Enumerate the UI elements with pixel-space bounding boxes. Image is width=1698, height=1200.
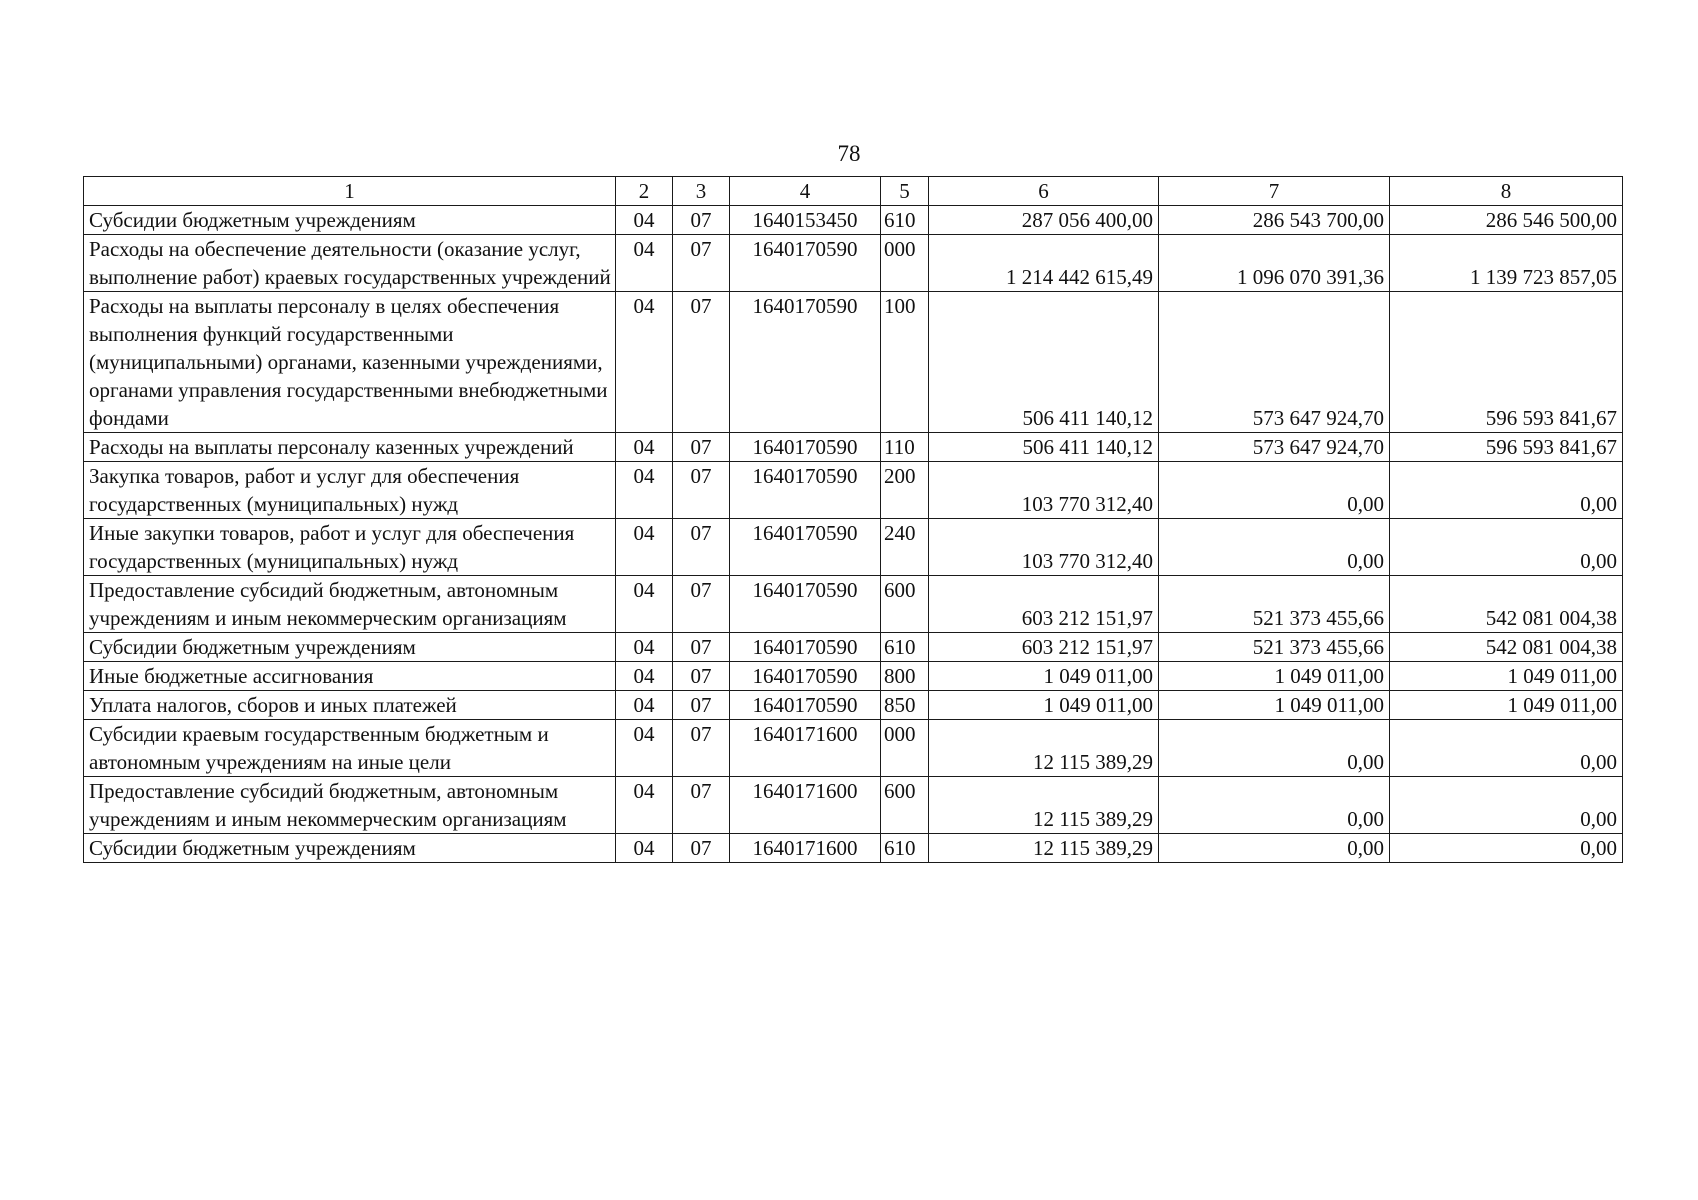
section-code: 04 bbox=[616, 576, 673, 633]
amount-col-8: 1 049 011,00 bbox=[1390, 662, 1623, 691]
target-article-code: 1640170590 bbox=[730, 292, 881, 433]
amount-col-8: 542 081 004,38 bbox=[1390, 576, 1623, 633]
amount-col-7: 286 543 700,00 bbox=[1159, 206, 1390, 235]
amount-col-6: 506 411 140,12 bbox=[929, 292, 1159, 433]
subsection-code: 07 bbox=[673, 433, 730, 462]
amount-col-8: 0,00 bbox=[1390, 519, 1623, 576]
subsection-code: 07 bbox=[673, 235, 730, 292]
table-row bbox=[84, 633, 1623, 662]
expense-type-code: 200 bbox=[881, 462, 929, 519]
expense-type-code: 850 bbox=[881, 691, 929, 720]
amount-col-6: 1 214 442 615,49 bbox=[929, 235, 1159, 292]
budget-table bbox=[83, 176, 1623, 863]
expense-type-code: 000 bbox=[881, 720, 929, 777]
table-row bbox=[84, 206, 1623, 235]
section-code: 04 bbox=[616, 834, 673, 863]
section-code: 04 bbox=[616, 235, 673, 292]
section-code: 04 bbox=[616, 691, 673, 720]
column-header: 1 bbox=[84, 177, 616, 206]
target-article-code: 1640170590 bbox=[730, 691, 881, 720]
amount-col-7: 0,00 bbox=[1159, 720, 1390, 777]
amount-col-8: 596 593 841,67 bbox=[1390, 433, 1623, 462]
table-row bbox=[84, 662, 1623, 691]
column-header: 2 bbox=[616, 177, 673, 206]
amount-col-7: 1 049 011,00 bbox=[1159, 662, 1390, 691]
row-name: Иные закупки товаров, работ и услуг для обеспечения государственных (муниципальных) нужд bbox=[84, 519, 616, 576]
target-article-code: 1640170590 bbox=[730, 462, 881, 519]
target-article-code: 1640170590 bbox=[730, 576, 881, 633]
target-article-code: 1640171600 bbox=[730, 777, 881, 834]
amount-col-7: 521 373 455,66 bbox=[1159, 576, 1390, 633]
amount-col-6: 12 115 389,29 bbox=[929, 834, 1159, 863]
column-header: 7 bbox=[1159, 177, 1390, 206]
section-code: 04 bbox=[616, 633, 673, 662]
target-article-code: 1640170590 bbox=[730, 519, 881, 576]
subsection-code: 07 bbox=[673, 691, 730, 720]
amount-col-7: 0,00 bbox=[1159, 519, 1390, 576]
target-article-code: 1640171600 bbox=[730, 720, 881, 777]
row-name: Предоставление субсидий бюджетным, автономным учреждениям и иным некоммерческим организациям bbox=[84, 777, 616, 834]
expense-type-code: 610 bbox=[881, 834, 929, 863]
amount-col-6: 287 056 400,00 bbox=[929, 206, 1159, 235]
table-row bbox=[84, 834, 1623, 863]
expense-type-code: 610 bbox=[881, 633, 929, 662]
amount-col-6: 103 770 312,40 bbox=[929, 519, 1159, 576]
expense-type-code: 610 bbox=[881, 206, 929, 235]
table-row bbox=[84, 433, 1623, 462]
subsection-code: 07 bbox=[673, 292, 730, 433]
section-code: 04 bbox=[616, 206, 673, 235]
subsection-code: 07 bbox=[673, 633, 730, 662]
table-body bbox=[84, 206, 1623, 863]
table-row bbox=[84, 235, 1623, 292]
table-row bbox=[84, 576, 1623, 633]
row-name: Субсидии бюджетным учреждениям bbox=[84, 206, 616, 235]
amount-col-6: 1 049 011,00 bbox=[929, 662, 1159, 691]
row-name: Закупка товаров, работ и услуг для обеспечения государственных (муниципальных) нужд bbox=[84, 462, 616, 519]
expense-type-code: 000 bbox=[881, 235, 929, 292]
target-article-code: 1640153450 bbox=[730, 206, 881, 235]
amount-col-7: 0,00 bbox=[1159, 462, 1390, 519]
subsection-code: 07 bbox=[673, 777, 730, 834]
column-number-row bbox=[84, 177, 1623, 206]
amount-col-8: 0,00 bbox=[1390, 777, 1623, 834]
amount-col-8: 1 139 723 857,05 bbox=[1390, 235, 1623, 292]
target-article-code: 1640170590 bbox=[730, 633, 881, 662]
amount-col-8: 596 593 841,67 bbox=[1390, 292, 1623, 433]
amount-col-8: 286 546 500,00 bbox=[1390, 206, 1623, 235]
table-row bbox=[84, 777, 1623, 834]
table-row bbox=[84, 720, 1623, 777]
amount-col-6: 12 115 389,29 bbox=[929, 720, 1159, 777]
section-code: 04 bbox=[616, 433, 673, 462]
target-article-code: 1640170590 bbox=[730, 662, 881, 691]
amount-col-7: 0,00 bbox=[1159, 777, 1390, 834]
expense-type-code: 240 bbox=[881, 519, 929, 576]
expense-type-code: 800 bbox=[881, 662, 929, 691]
row-name: Расходы на выплаты персоналу в целях обеспечения выполнения функций государственными (муниципальными) органами, казенными учреждениями, органами управления государственными внебюджетными фондами bbox=[84, 292, 616, 433]
amount-col-6: 506 411 140,12 bbox=[929, 433, 1159, 462]
row-name: Субсидии бюджетным учреждениям bbox=[84, 834, 616, 863]
subsection-code: 07 bbox=[673, 519, 730, 576]
amount-col-7: 0,00 bbox=[1159, 834, 1390, 863]
row-name: Уплата налогов, сборов и иных платежей bbox=[84, 691, 616, 720]
table-row bbox=[84, 292, 1623, 433]
subsection-code: 07 bbox=[673, 662, 730, 691]
subsection-code: 07 bbox=[673, 834, 730, 863]
subsection-code: 07 bbox=[673, 576, 730, 633]
row-name: Расходы на выплаты персоналу казенных учреждений bbox=[84, 433, 616, 462]
column-header: 8 bbox=[1390, 177, 1623, 206]
subsection-code: 07 bbox=[673, 462, 730, 519]
page-number: 78 bbox=[837, 141, 861, 166]
subsection-code: 07 bbox=[673, 206, 730, 235]
column-header: 4 bbox=[730, 177, 881, 206]
amount-col-8: 0,00 bbox=[1390, 462, 1623, 519]
amount-col-6: 12 115 389,29 bbox=[929, 777, 1159, 834]
target-article-code: 1640170590 bbox=[730, 433, 881, 462]
row-name: Предоставление субсидий бюджетным, автономным учреждениям и иным некоммерческим организациям bbox=[84, 576, 616, 633]
row-name: Субсидии бюджетным учреждениям bbox=[84, 633, 616, 662]
amount-col-7: 1 096 070 391,36 bbox=[1159, 235, 1390, 292]
table-row bbox=[84, 691, 1623, 720]
column-header: 6 bbox=[929, 177, 1159, 206]
target-article-code: 1640171600 bbox=[730, 834, 881, 863]
amount-col-7: 573 647 924,70 bbox=[1159, 433, 1390, 462]
amount-col-8: 0,00 bbox=[1390, 720, 1623, 777]
expense-type-code: 100 bbox=[881, 292, 929, 433]
amount-col-7: 521 373 455,66 bbox=[1159, 633, 1390, 662]
expense-type-code: 600 bbox=[881, 777, 929, 834]
row-name: Субсидии краевым государственным бюджетным и автономным учреждениям на иные цели bbox=[84, 720, 616, 777]
column-header: 3 bbox=[673, 177, 730, 206]
table-row bbox=[84, 519, 1623, 576]
table-row bbox=[84, 462, 1623, 519]
amount-col-8: 1 049 011,00 bbox=[1390, 691, 1623, 720]
amount-col-6: 603 212 151,97 bbox=[929, 576, 1159, 633]
amount-col-6: 103 770 312,40 bbox=[929, 462, 1159, 519]
row-name: Расходы на обеспечение деятельности (оказание услуг, выполнение работ) краевых государственных учреждений bbox=[84, 235, 616, 292]
amount-col-7: 573 647 924,70 bbox=[1159, 292, 1390, 433]
expense-type-code: 600 bbox=[881, 576, 929, 633]
expense-type-code: 110 bbox=[881, 433, 929, 462]
column-header: 5 bbox=[881, 177, 929, 206]
section-code: 04 bbox=[616, 462, 673, 519]
amount-col-8: 0,00 bbox=[1390, 834, 1623, 863]
section-code: 04 bbox=[616, 292, 673, 433]
target-article-code: 1640170590 bbox=[730, 235, 881, 292]
section-code: 04 bbox=[616, 662, 673, 691]
amount-col-7: 1 049 011,00 bbox=[1159, 691, 1390, 720]
section-code: 04 bbox=[616, 777, 673, 834]
amount-col-6: 1 049 011,00 bbox=[929, 691, 1159, 720]
section-code: 04 bbox=[616, 720, 673, 777]
amount-col-8: 542 081 004,38 bbox=[1390, 633, 1623, 662]
section-code: 04 bbox=[616, 519, 673, 576]
amount-col-6: 603 212 151,97 bbox=[929, 633, 1159, 662]
row-name: Иные бюджетные ассигнования bbox=[84, 662, 616, 691]
subsection-code: 07 bbox=[673, 720, 730, 777]
